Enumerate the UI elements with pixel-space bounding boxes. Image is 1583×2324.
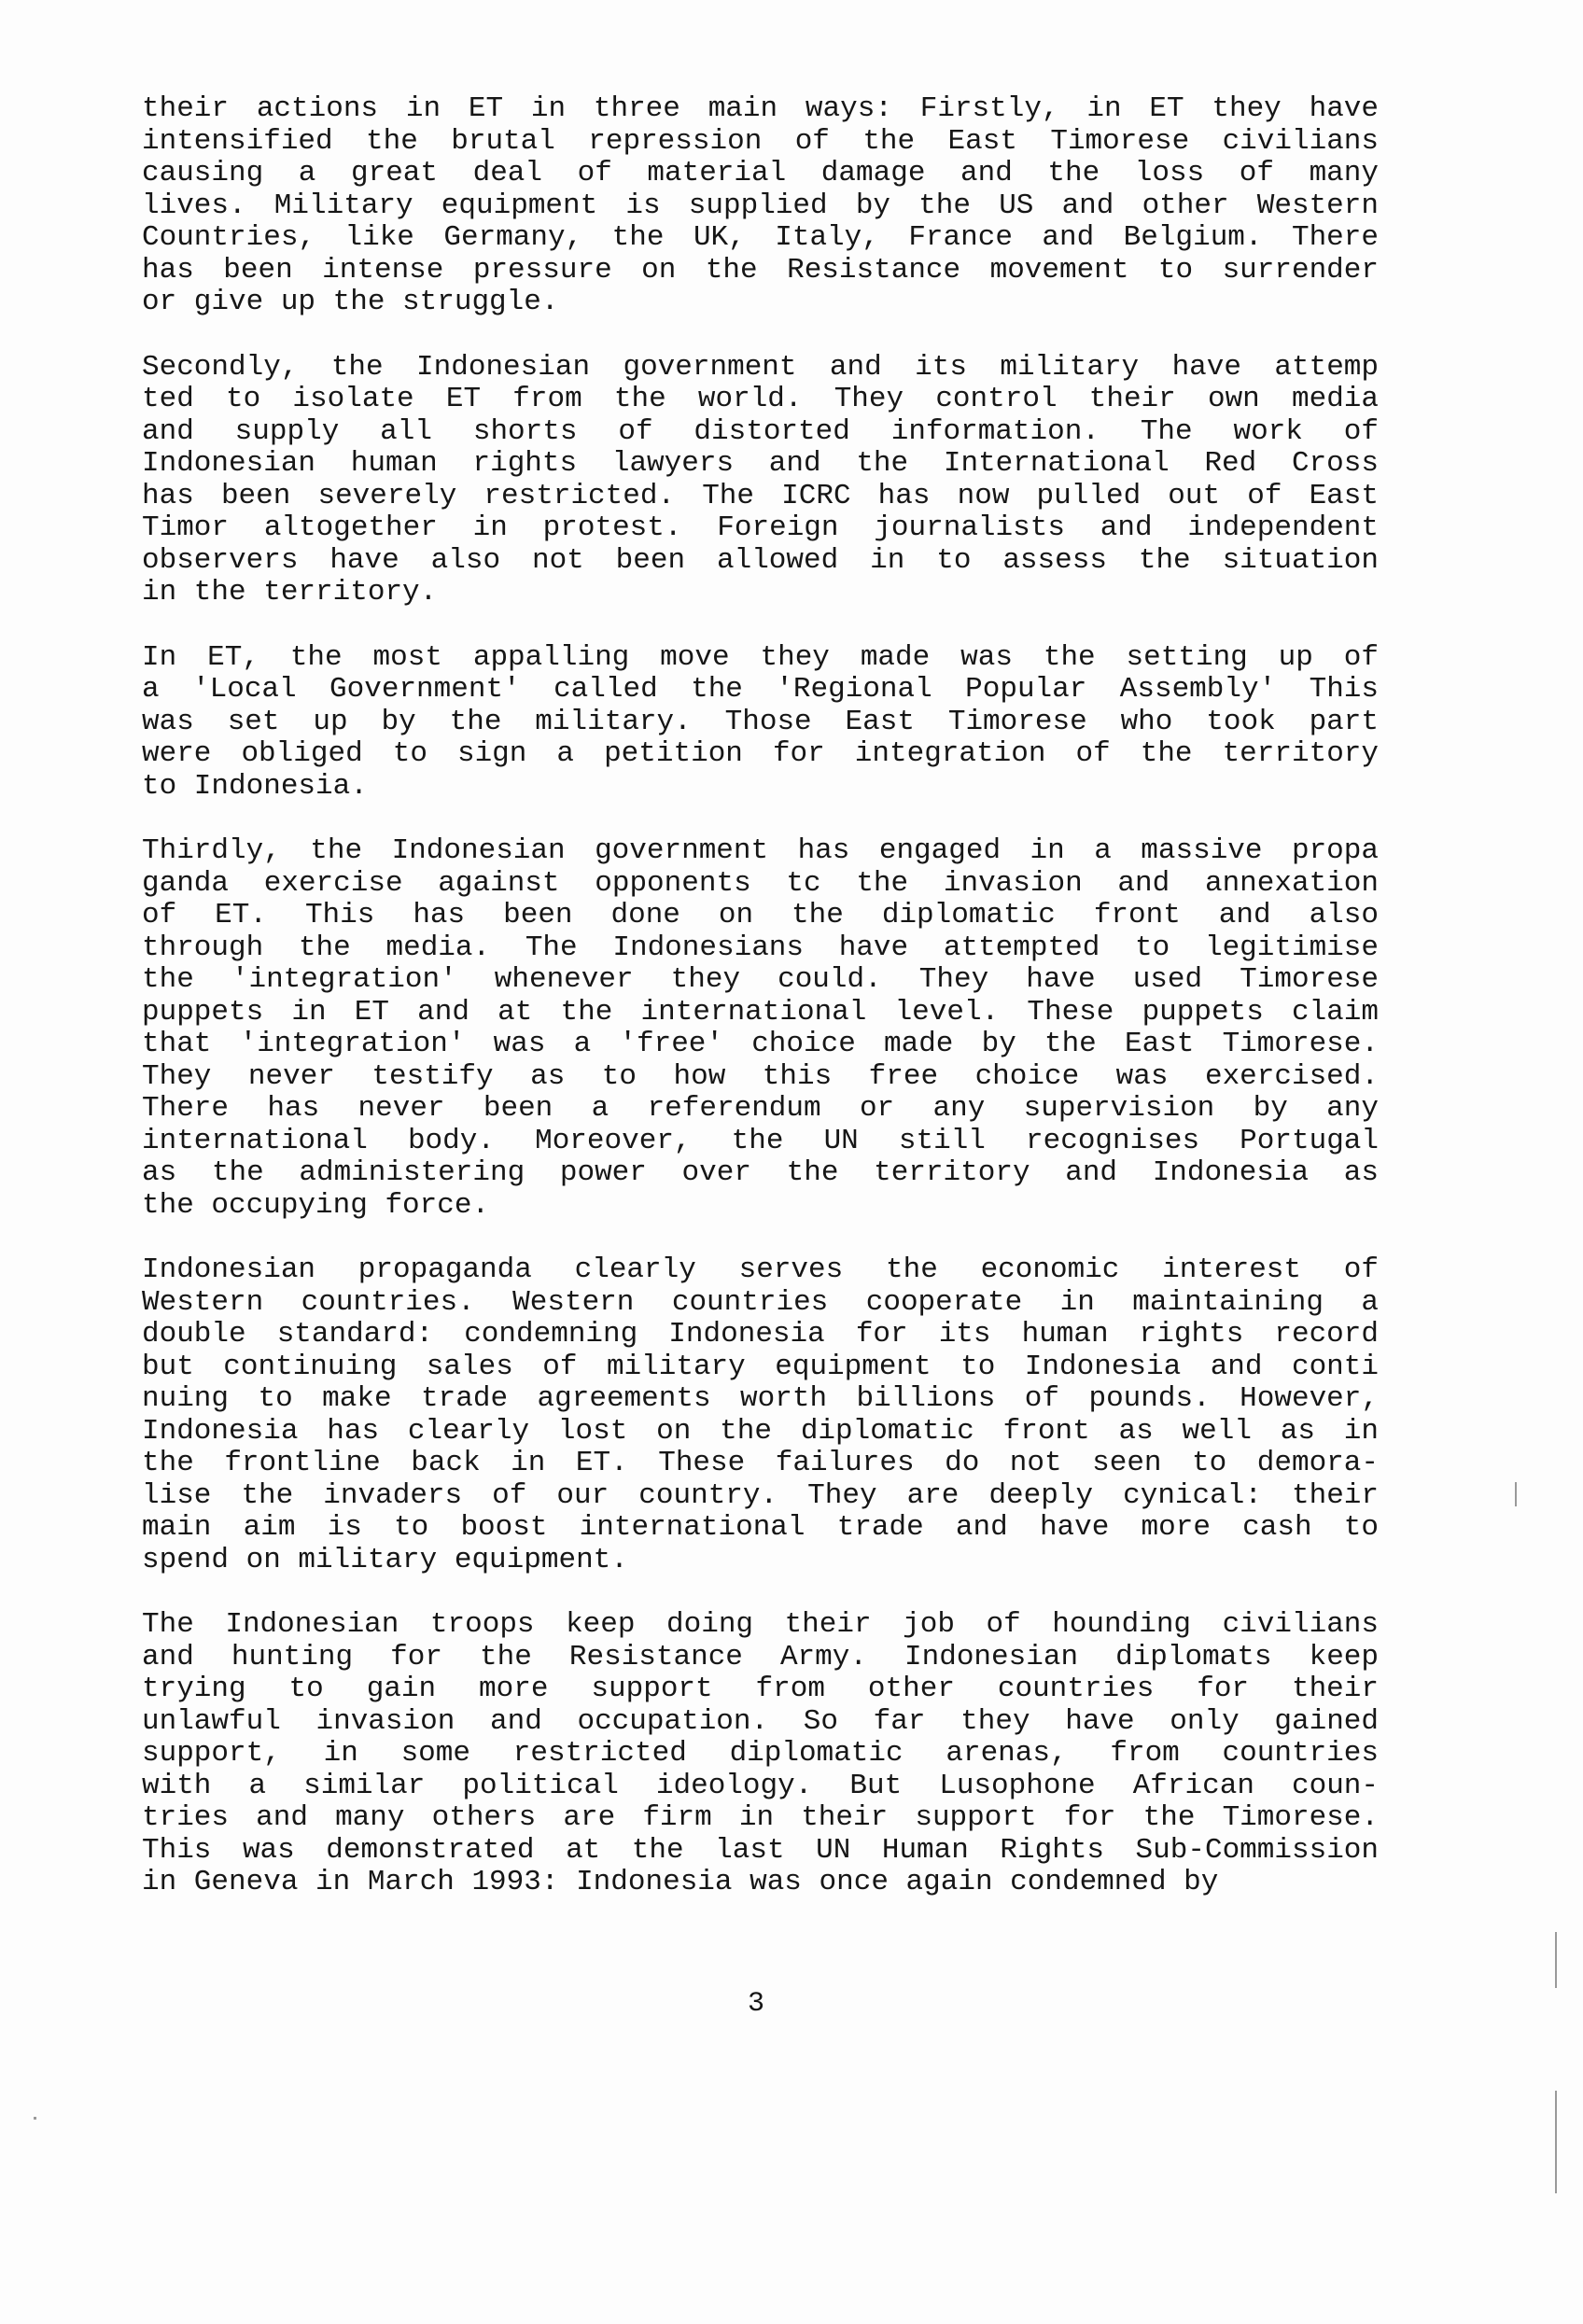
text-line: Indonesian propaganda clearly serves the economic interest of (142, 1253, 1379, 1286)
text-line: the 'integration' whenever they could. They have used Timorese (142, 963, 1379, 996)
text-line: the occupying force. (142, 1188, 490, 1222)
text-line: double standard: condemning Indonesia for its human rights record (142, 1318, 1379, 1351)
text-line: observers have also not been allowed in to assess the situation (142, 543, 1379, 577)
scan-speck (1555, 2091, 1557, 2193)
text-line: In ET, the most appalling move they made was the setting up of (142, 640, 1379, 674)
scan-speck (34, 2117, 36, 2120)
text-line: Indonesia has clearly lost on the diplomatic front as well as in (142, 1414, 1379, 1448)
paragraph (142, 1609, 1379, 1899)
text-line: in the territory. (142, 576, 438, 609)
text-line: Timor altogether in protest. Foreign journalists and independent (142, 511, 1379, 544)
text-line: spend on military equipment. (142, 1543, 628, 1576)
text-line: The Indonesian troops keep doing their job of hounding civilians (142, 1608, 1379, 1641)
text-line: their actions in ET in three main ways: Firstly, in ET they have (142, 92, 1379, 125)
text-line: in Geneva in March 1993: Indonesia was once again condemned by (142, 1866, 1219, 1898)
text-line: the frontline back in ET. These failures do not seen to demora- (142, 1447, 1379, 1479)
text-line: main aim is to boost international trade and have more cash to (142, 1511, 1379, 1544)
text-line: Countries, like Germany, the UK, Italy, France and Belgium. There (142, 221, 1379, 254)
text-line: Western countries. Western countries cooperate in maintaining a (142, 1285, 1379, 1319)
text-line: lives. Military equipment is supplied by the US and other Western (142, 189, 1379, 222)
text-line: of ET. This has been done on the diplomatic front and also (142, 899, 1379, 931)
text-line: This was demonstrated at the last UN Human Rights Sub-Commission (142, 1833, 1379, 1867)
text-line: has been severely restricted. The ICRC has now pulled out of East (142, 479, 1379, 512)
text-line: ted to isolate ET from the world. They control their own media (142, 383, 1379, 415)
text-line: causing a great deal of material damage and the loss of many (142, 157, 1379, 189)
paragraph (142, 93, 1379, 319)
paragraph-container (142, 93, 1379, 1899)
text-line: or give up the struggle. (142, 286, 559, 318)
scan-speck (1555, 1932, 1557, 1988)
paragraph (142, 835, 1379, 1222)
body-text (142, 93, 1379, 1932)
text-line: Thirdly, the Indonesian government has engaged in a massive propa (142, 834, 1379, 867)
text-line: a 'Local Government' called the 'Regional Popular Assembly' This (142, 673, 1379, 706)
text-line: were obliged to sign a petition for integration of the territory (142, 737, 1379, 770)
text-line: They never testify as to how this free choice was exercised. (142, 1059, 1379, 1093)
text-line: puppets in ET and at the international level. These puppets claim (142, 995, 1379, 1029)
text-line: Secondly, the Indonesian government and its military have attemp (142, 350, 1379, 384)
text-line: has been intense pressure on the Resistance movement to surrender (142, 253, 1379, 287)
text-line: support, in some restricted diplomatic arenas, from countries (142, 1737, 1379, 1770)
text-line: to Indonesia. (142, 769, 368, 803)
text-line: through the media. The Indonesians have attempted to legitimise (142, 931, 1379, 964)
text-line: but continuing sales of military equipment to Indonesia and conti (142, 1350, 1379, 1383)
scan-speck (1515, 1482, 1517, 1506)
text-line: as the administering power over the territory and Indonesia as (142, 1156, 1379, 1189)
text-line: Indonesian human rights lawyers and the International Red Cross (142, 447, 1379, 480)
text-line: and hunting for the Resistance Army. Indonesian diplomats keep (142, 1640, 1379, 1673)
paragraph (142, 352, 1379, 609)
text-line: trying to gain more support from other countries for their (142, 1673, 1379, 1705)
text-line: was set up by the military. Those East Timorese who took part (142, 705, 1379, 738)
text-line: that 'integration' was a 'free' choice made by the East Timorese. (142, 1028, 1379, 1060)
page-number: 3 (747, 1988, 764, 2020)
text-line: There has never been a referendum or any supervision by any (142, 1092, 1379, 1125)
paragraph (142, 1254, 1379, 1576)
text-line: intensified the brutal repression of the East Timorese civilians (142, 124, 1379, 158)
text-line: and supply all shorts of distorted information. The work of (142, 414, 1379, 448)
text-line: international body. Moreover, the UN still recognises Portugal (142, 1124, 1379, 1157)
text-line: tries and many others are firm in their support for the Timorese. (142, 1801, 1379, 1834)
paragraph (142, 642, 1379, 804)
text-line: unlawful invasion and occupation. So far they have only gained (142, 1704, 1379, 1738)
text-line: ganda exercise against opponents tc the invasion and annexation (142, 866, 1379, 900)
text-line: with a similar political ideology. But Lusophone African coun- (142, 1769, 1379, 1802)
text-line: lise the invaders of our country. They are deeply cynical: their (142, 1478, 1379, 1512)
text-line: nuing to make trade agreements worth billions of pounds. However, (142, 1382, 1379, 1415)
